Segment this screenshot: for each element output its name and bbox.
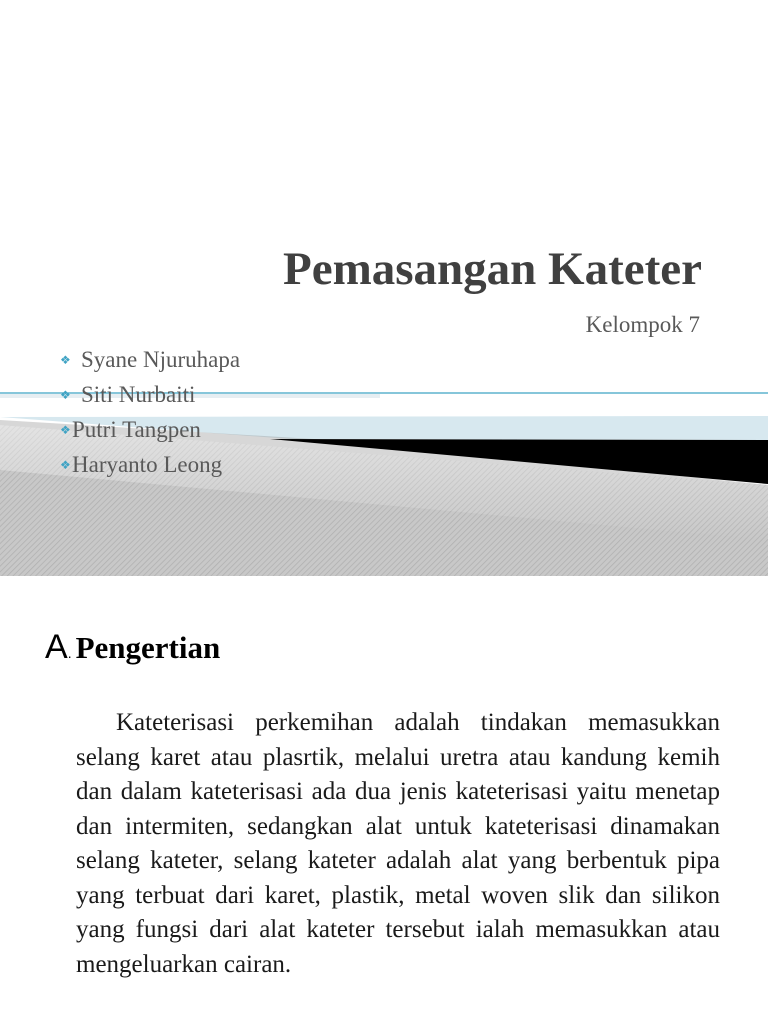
section-heading [45, 628, 220, 667]
list-item [60, 413, 240, 448]
list-item [60, 378, 240, 413]
diamond-bullet-icon: ❖ [60, 423, 71, 437]
diamond-bullet-icon: ❖ [60, 353, 71, 367]
slide-subtitle: Kelompok 7 [585, 312, 700, 337]
member-name: Haryanto Leong [72, 452, 223, 477]
member-name: Putri Tangpen [72, 417, 201, 442]
member-name: Siti Nurbaiti [81, 382, 196, 407]
slide-title: Pemasangan Kateter [283, 243, 702, 295]
member-list [60, 343, 240, 483]
section-title: Pengertian [75, 630, 221, 665]
diamond-bullet-icon: ❖ [60, 458, 71, 472]
list-item [60, 448, 240, 483]
diamond-bullet-icon: ❖ [60, 388, 71, 402]
section-dot: . [67, 645, 72, 661]
member-name: Syane Njuruhapa [81, 347, 241, 372]
body-paragraph: Kateterisasi perkemihan adalah tindakan memasukkan selang karet atau plasrtik, melalui uretra atau kandung kemih dan dalam kateterisasi ada dua jenis kateterisasi yaitu menetap dan intermiten, sedangkan alat untuk kateterisasi dinamakan selang kateter, selang kateter adalah alat yang berbentuk pipa yang terbuat dari karet, plastik, metal woven slik dan silikon yang fungsi dari alat kateter tersebut ialah memasukkan atau mengeluarkan cairan. [76, 709, 720, 978]
section-letter: A [45, 628, 68, 666]
list-item [60, 343, 240, 378]
